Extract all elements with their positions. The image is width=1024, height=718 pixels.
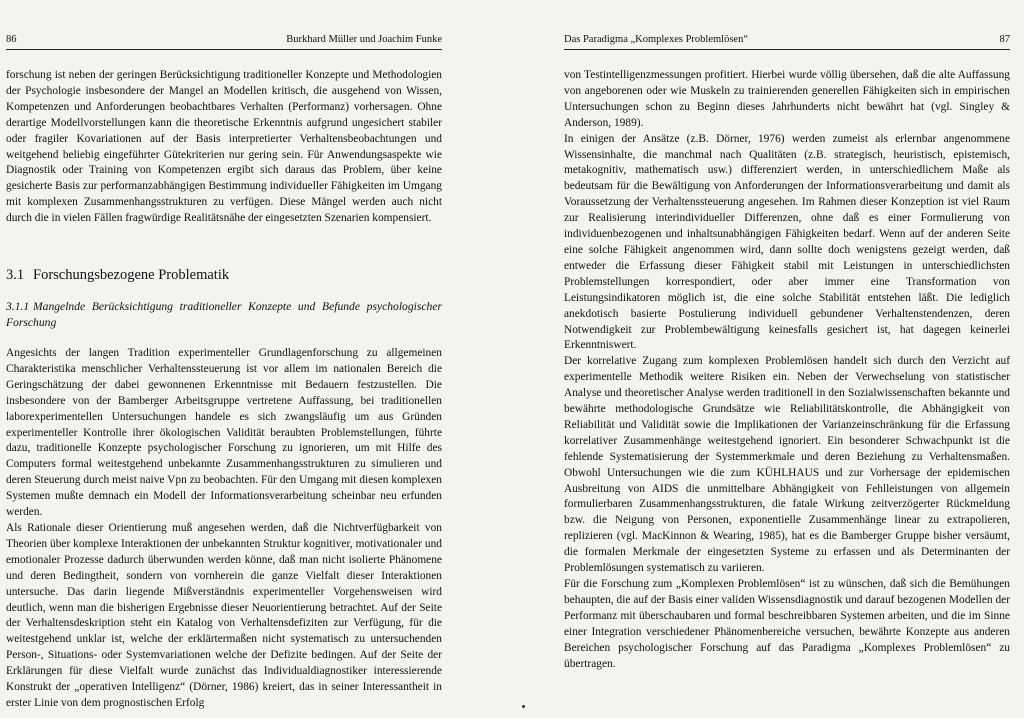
paragraph: von Testintelligenzmessungen profitiert. Hierbei wurde völlig übersehen, daß die alte Auffassung von angeborenen oder wie Muskeln zu trainierenden generellen Fähigkeiten sich in empirischen Untersuchungen schon zu Beginn dieses Jahrhunderts nicht bewährt hat (vgl. Singley & Anderson, 1989).	[564, 69, 1010, 129]
paragraph: In einigen der Ansätze (z.B. Dörner, 1976) werden zumeist als erlernbar angenommene Wissensinhalte, die manchmal nach Qualitäten (z.B. strategisch, heuristisch, epistemisch, metakognitiv, mathematisch usw.) differenziert werden, in unterschiedlichem Maße als bedeutsam für die Bewältigung von Anforderungen der Informationsverarbeitung und damit als Voraussetzung der Verhaltenssteuerung angesehen. Im Rahmen dieser Konzeption ist viel Raum zur Realisierung interindividueller Differenzen, ohne daß es einer Formulierung von individuenbezogenen und inhaltsunabhängigen Fähigkeiten bedarf. Wenn auf der anderen Seite eine solche Fähigkeit angenommen wird, dann sollte doch wenigstens gezeigt werden, daß entweder die Erfassung dieser Fähigkeit stabil mit Leistungen in unterschiedlichsten Problemstellungen korrespondiert, oder aber immer eine Transformation von Leistungsindikatoren möglich ist, die eine solche Stabilität entstehen läßt. Die lediglich anekdotisch basierte Postulierung individuell gebundener Verhaltenstendenzen, deren Notwendigkeit zur Problembewältigung keinesfalls gesichert ist, hat dagegen keinerlei Erkenntniswert.	[564, 132, 1010, 352]
body-text-block	[6, 68, 442, 227]
paragraph: Für die Forschung zum „Komplexen Problemlösen“ ist zu wünschen, daß sich die Bemühungen behaupten, die auf der Basis einer validen Wissensdiagnostik und darauf bezogenen Modellen der Performanz mit überschaubaren und formal beschreibbaren Systemen arbeiten, und die im Sinne einer Integration verschiedener Phänomenbereiche versuchen, bewährte Konzepte aus anderen Bereichen psychologischer Forschung auf das Paradigma „Komplexes Problemlösen“ zu übertragen.	[564, 578, 1010, 670]
body-text-block	[564, 68, 1010, 672]
paragraph: Der korrelative Zugang zum komplexen Problemlösen handelt sich durch den Verzicht auf experimentelle Methodik weitere Risiken ein. Neben der Verwechselung von statistischer Analyse und theoretischer Analyse werden traditionell in den Sozialwissenschaften bekannte und bewährte methodologische Grundsätze wie Reliabilitätskontrolle, die Abhängigkeit von Reliabilität und Validität sowie die Implikationen der Varianzeinschränkung für die Erfassung korrelativer Zusammenhänge weitestgehend ignoriert. Ein besonderer Schwachpunkt ist die fehlende Systematisierung der Systemmerkmale und deren Beziehung zu Verhaltensmaßen. Obwohl Untersuchungen wie die zum KÜHLHAUS und zur Vorhersage der epidemischen Ausbreitung von AIDS die unmittelbare Abhängigkeit von Fehlleistungen von allgemein formulierbaren Zusammenhangsstrukturen, die fatale Wirkung zeitverzögerter Rückmeldung bzw. die Neigung von Personen, exponentielle Zusammenhänge linear zu extrapolieren, replizieren (vgl. MacKinnon & Wearing, 1985), hat es die Bamberger Gruppe bisher versäumt, die formalen Merkmale der eingesetzten Systeme zu erfassen und als Determinanten der Problemlösungen systematisch zu variieren.	[564, 355, 1010, 575]
paragraph: Angesichts der langen Tradition experimenteller Grundlagenforschung zu allgemeinen Charakteristika menschlicher Verhaltenssteuerung ist vor allem im nationalen Bereich die Geringschätzung der dabei gewonnenen Erkenntnisse mit Bedauern festzustellen. Die insbesondere von der Bamberger Arbeitsgruppe vertretene Auffassung, bei traditionellen laborexperimentellen Untersuchungen handele es sich zwangsläufig um aus Gründen experimenteller Kontrolle ihrer ökologischen Validität beraubten Problemstellungen, führte dazu, traditionelle Konzepte psychologischer Forschung zu ignorieren, um mit Hilfe des Computers formal weitestgehend unbekannte Zusammenhangsstrukturen zu simulieren und deren Steuerung durch meist naive Vpn zu beobachten. Für den Umgang mit diesen komplexen Systemen mußte demnach ein Modell der Informationsverarbeitung scheinbar neu erfunden werden.	[6, 347, 442, 519]
left-page-header	[6, 33, 442, 50]
running-head: Das Paradigma „Komplexes Problemlösen“	[564, 34, 748, 45]
subsection-title: Mangelnde Berücksichtigung traditioneller Konzepte und Befunde psychologischer Forschung	[6, 300, 442, 329]
paragraph: Als Rationale dieser Orientierung muß angesehen werden, daß die Nichtverfügbarkeit von Theorien über komplexe Interaktionen der unbekannten Struktur kognitiver, motivationaler und emotionaler Prozesse dadurch überwunden werden könne, daß man nicht isolierte Phänomene und deren Bedingtheit, sondern von vornherein die ganze Vielfalt dieser Interaktionen untersuche. Das darin liegende Mißverständnis experimenteller Vorgehensweisen wird deutlich, wenn man die bisherigen Ergebnisse dieser Neuorientierung betrachtet. Auf der Seite der Verhaltensdeskription steht ein Katalog von Verhaltensdefiziten zur Verfügung, für die weitestgehend unklar ist, welche der erklärtermaßen nicht systematisch zu untersuchenden Person-, Situations- oder Systemvariationen welche der Defizite bedingen. Auf der Seite der Erklärungen für diese Vielfalt wurde zunächst das Individualdiagnostiker interessierende Konstrukt der „operativen Intelligenz“ (Dörner, 1986) kreiert, das in seiner Interessantheit in erster Linie von dem prognostischen Erfolg	[6, 521, 442, 709]
running-head: Burkhard Müller und Joachim Funke	[286, 34, 442, 45]
subsection-number: 3.1.1	[6, 300, 30, 313]
right-page-header	[564, 33, 1010, 50]
page-number: 87	[999, 34, 1010, 45]
paragraph: forschung ist neben der geringen Berücksichtigung traditioneller Konzepte und Methodologien der Psychologie insbesondere der Mangel an Modellen kritisch, die ausgehend von Wissen, Kompetenzen und Anforderungen beobachtbares Verhalten (Performanz) vorhersagen. Ohne derartige Modellvorstellungen kann die theoretische Erkenntnis aufgrund ungesichert stabiler oder fragiler Kovariationen auf der Basis interpretierter Verhaltensbeobachtungen und weitgehend beliebig eingeführter Gütekriterien nur gering sein. Für Anwendungsaspekte wie Diagnostik oder Training von Kompetenzen ergibt sich daraus das Problem, über keine gesicherte Basis zur performanzabhängigen Bestimmung individueller Fähigkeiten im Umgang mit komplexen Zusammenhangsstrukturen zu verfügen. Diese Mängel werden auch nicht durch die in vielen Fällen fragwürdige Realitätsnähe der eingesetzten Szenarien kompensiert.	[6, 69, 442, 225]
page-number: 86	[6, 34, 17, 45]
subsection-heading	[6, 299, 442, 331]
section-number: 3.1	[6, 267, 25, 283]
section-heading	[6, 266, 442, 284]
right-page	[512, 0, 1024, 718]
section-title: Forschungsbezogene Problematik	[33, 267, 230, 283]
scan-speck	[522, 705, 525, 708]
body-text-block	[6, 346, 442, 712]
